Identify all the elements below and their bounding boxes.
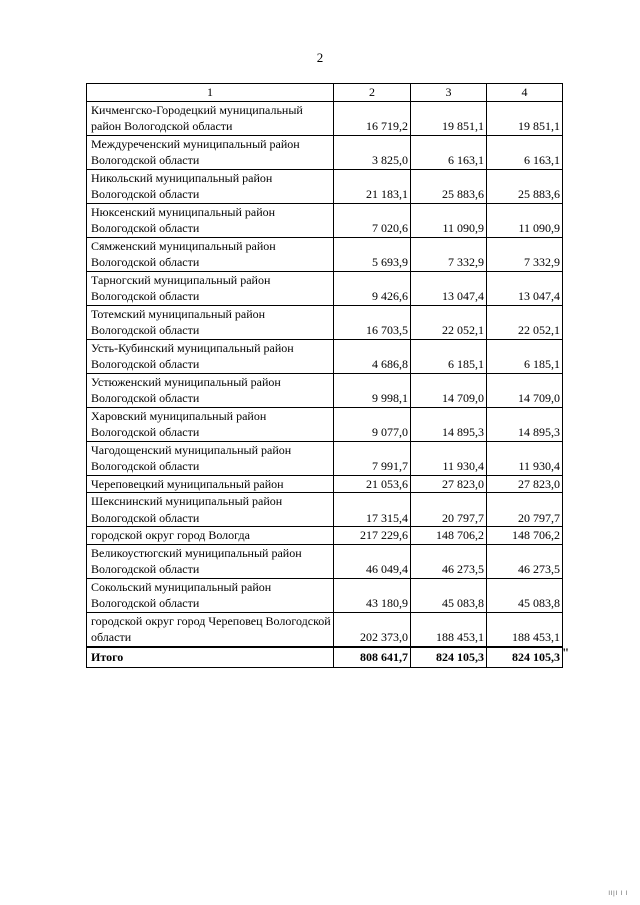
- value-col-2-cell: 9 077,0: [334, 407, 411, 441]
- value-col-4-cell: 22 052,1: [487, 305, 563, 339]
- table-row: [87, 169, 563, 203]
- district-name-cell: Усть-Кубинский муниципальный район Вологодской области: [87, 339, 334, 373]
- value-col-2-cell: 217 229,6: [334, 527, 411, 545]
- value-col-4-cell: 11 930,4: [487, 441, 563, 475]
- value-col-3-cell: 11 930,4: [411, 441, 487, 475]
- value-col-2-cell: 43 180,9: [334, 578, 411, 612]
- table-row: [87, 339, 563, 373]
- district-name-cell: Тарногский муниципальный район Вологодской области: [87, 271, 334, 305]
- table-row: [87, 544, 563, 578]
- value-col-2-cell: 9 426,6: [334, 271, 411, 305]
- closing-quote: ": [562, 645, 570, 660]
- table-row: [87, 101, 563, 135]
- district-name-cell: городской округ город Череповец Вологодской области: [87, 612, 334, 647]
- table-row: [87, 612, 563, 647]
- value-col-4-cell: 13 047,4: [487, 271, 563, 305]
- total-col-4: 824 105,3: [487, 647, 563, 668]
- value-col-2-cell: 21 053,6: [334, 475, 411, 493]
- budget-table: [86, 83, 563, 668]
- table-row: [87, 493, 563, 527]
- district-name-cell: Шекснинский муниципальный район Вологодской области: [87, 493, 334, 527]
- value-col-3-cell: 22 052,1: [411, 305, 487, 339]
- district-name-cell: Череповецкий муниципальный район: [87, 475, 334, 493]
- value-col-3-cell: 6 163,1: [411, 135, 487, 169]
- value-col-3-cell: 188 453,1: [411, 612, 487, 647]
- value-col-3-cell: 25 883,6: [411, 169, 487, 203]
- value-col-2-cell: 46 049,4: [334, 544, 411, 578]
- district-name-cell: Устюженский муниципальный район Вологодской области: [87, 373, 334, 407]
- value-col-2-cell: 7 020,6: [334, 203, 411, 237]
- district-name-cell: Харовский муниципальный район Вологодской области: [87, 407, 334, 441]
- table-row: [87, 305, 563, 339]
- value-col-4-cell: 25 883,6: [487, 169, 563, 203]
- total-col-3: 824 105,3: [411, 647, 487, 668]
- value-col-3-cell: 148 706,2: [411, 527, 487, 545]
- value-col-3-cell: 14 709,0: [411, 373, 487, 407]
- district-name-cell: Никольский муниципальный район Вологодской области: [87, 169, 334, 203]
- header-col-1: 1: [87, 84, 334, 102]
- value-col-4-cell: 188 453,1: [487, 612, 563, 647]
- table-row: [87, 271, 563, 305]
- value-col-2-cell: 5 693,9: [334, 237, 411, 271]
- value-col-4-cell: 7 332,9: [487, 237, 563, 271]
- value-col-3-cell: 46 273,5: [411, 544, 487, 578]
- table-body: [87, 84, 563, 668]
- page-number: 2: [316, 50, 324, 65]
- value-col-3-cell: 6 185,1: [411, 339, 487, 373]
- header-col-4: 4: [487, 84, 563, 102]
- value-col-3-cell: 27 823,0: [411, 475, 487, 493]
- table-row: [87, 135, 563, 169]
- value-col-2-cell: 17 315,4: [334, 493, 411, 527]
- value-col-2-cell: 21 183,1: [334, 169, 411, 203]
- value-col-2-cell: 202 373,0: [334, 612, 411, 647]
- table-row: [87, 475, 563, 493]
- value-col-2-cell: 4 686,8: [334, 339, 411, 373]
- district-name-cell: Чагодощенский муниципальный район Вологодской области: [87, 441, 334, 475]
- value-col-4-cell: 14 895,3: [487, 407, 563, 441]
- total-label: Итого: [87, 647, 334, 668]
- value-col-3-cell: 13 047,4: [411, 271, 487, 305]
- value-col-4-cell: 14 709,0: [487, 373, 563, 407]
- value-col-4-cell: 11 090,9: [487, 203, 563, 237]
- value-col-2-cell: 7 991,7: [334, 441, 411, 475]
- district-name-cell: Междуреченский муниципальный район Вологодской области: [87, 135, 334, 169]
- value-col-4-cell: 148 706,2: [487, 527, 563, 545]
- table-row: [87, 578, 563, 612]
- table-row: [87, 407, 563, 441]
- value-col-4-cell: 19 851,1: [487, 101, 563, 135]
- header-col-2: 2: [334, 84, 411, 102]
- value-col-4-cell: 27 823,0: [487, 475, 563, 493]
- table-header-row: [87, 84, 563, 102]
- value-col-2-cell: 16 703,5: [334, 305, 411, 339]
- header-col-3: 3: [411, 84, 487, 102]
- district-name-cell: Сямженский муниципальный район Вологодской области: [87, 237, 334, 271]
- total-row: [87, 647, 563, 668]
- value-col-4-cell: 46 273,5: [487, 544, 563, 578]
- value-col-4-cell: 6 185,1: [487, 339, 563, 373]
- district-name-cell: Тотемский муниципальный район Вологодской области: [87, 305, 334, 339]
- value-col-3-cell: 19 851,1: [411, 101, 487, 135]
- value-col-3-cell: 11 090,9: [411, 203, 487, 237]
- value-col-4-cell: 6 163,1: [487, 135, 563, 169]
- value-col-2-cell: 3 825,0: [334, 135, 411, 169]
- district-name-cell: городской округ город Вологда: [87, 527, 334, 545]
- table-row: [87, 373, 563, 407]
- district-name-cell: Нюксенский муниципальный район Вологодской области: [87, 203, 334, 237]
- value-col-4-cell: 45 083,8: [487, 578, 563, 612]
- table-row: [87, 441, 563, 475]
- table-row: [87, 527, 563, 545]
- value-col-2-cell: 16 719,2: [334, 101, 411, 135]
- value-col-4-cell: 20 797,7: [487, 493, 563, 527]
- value-col-3-cell: 45 083,8: [411, 578, 487, 612]
- value-col-3-cell: 7 332,9: [411, 237, 487, 271]
- value-col-2-cell: 9 998,1: [334, 373, 411, 407]
- value-col-3-cell: 20 797,7: [411, 493, 487, 527]
- table-row: [87, 237, 563, 271]
- district-name-cell: Сокольский муниципальный район Вологодской области: [87, 578, 334, 612]
- district-name-cell: Великоустюгский муниципальный район Вологодской области: [87, 544, 334, 578]
- district-name-cell: Кичменгско-Городецкий муниципальный район Вологодской области: [87, 101, 334, 135]
- footer-marks: ll|l l l: [608, 891, 628, 897]
- table-row: [87, 203, 563, 237]
- total-col-2: 808 641,7: [334, 647, 411, 668]
- value-col-3-cell: 14 895,3: [411, 407, 487, 441]
